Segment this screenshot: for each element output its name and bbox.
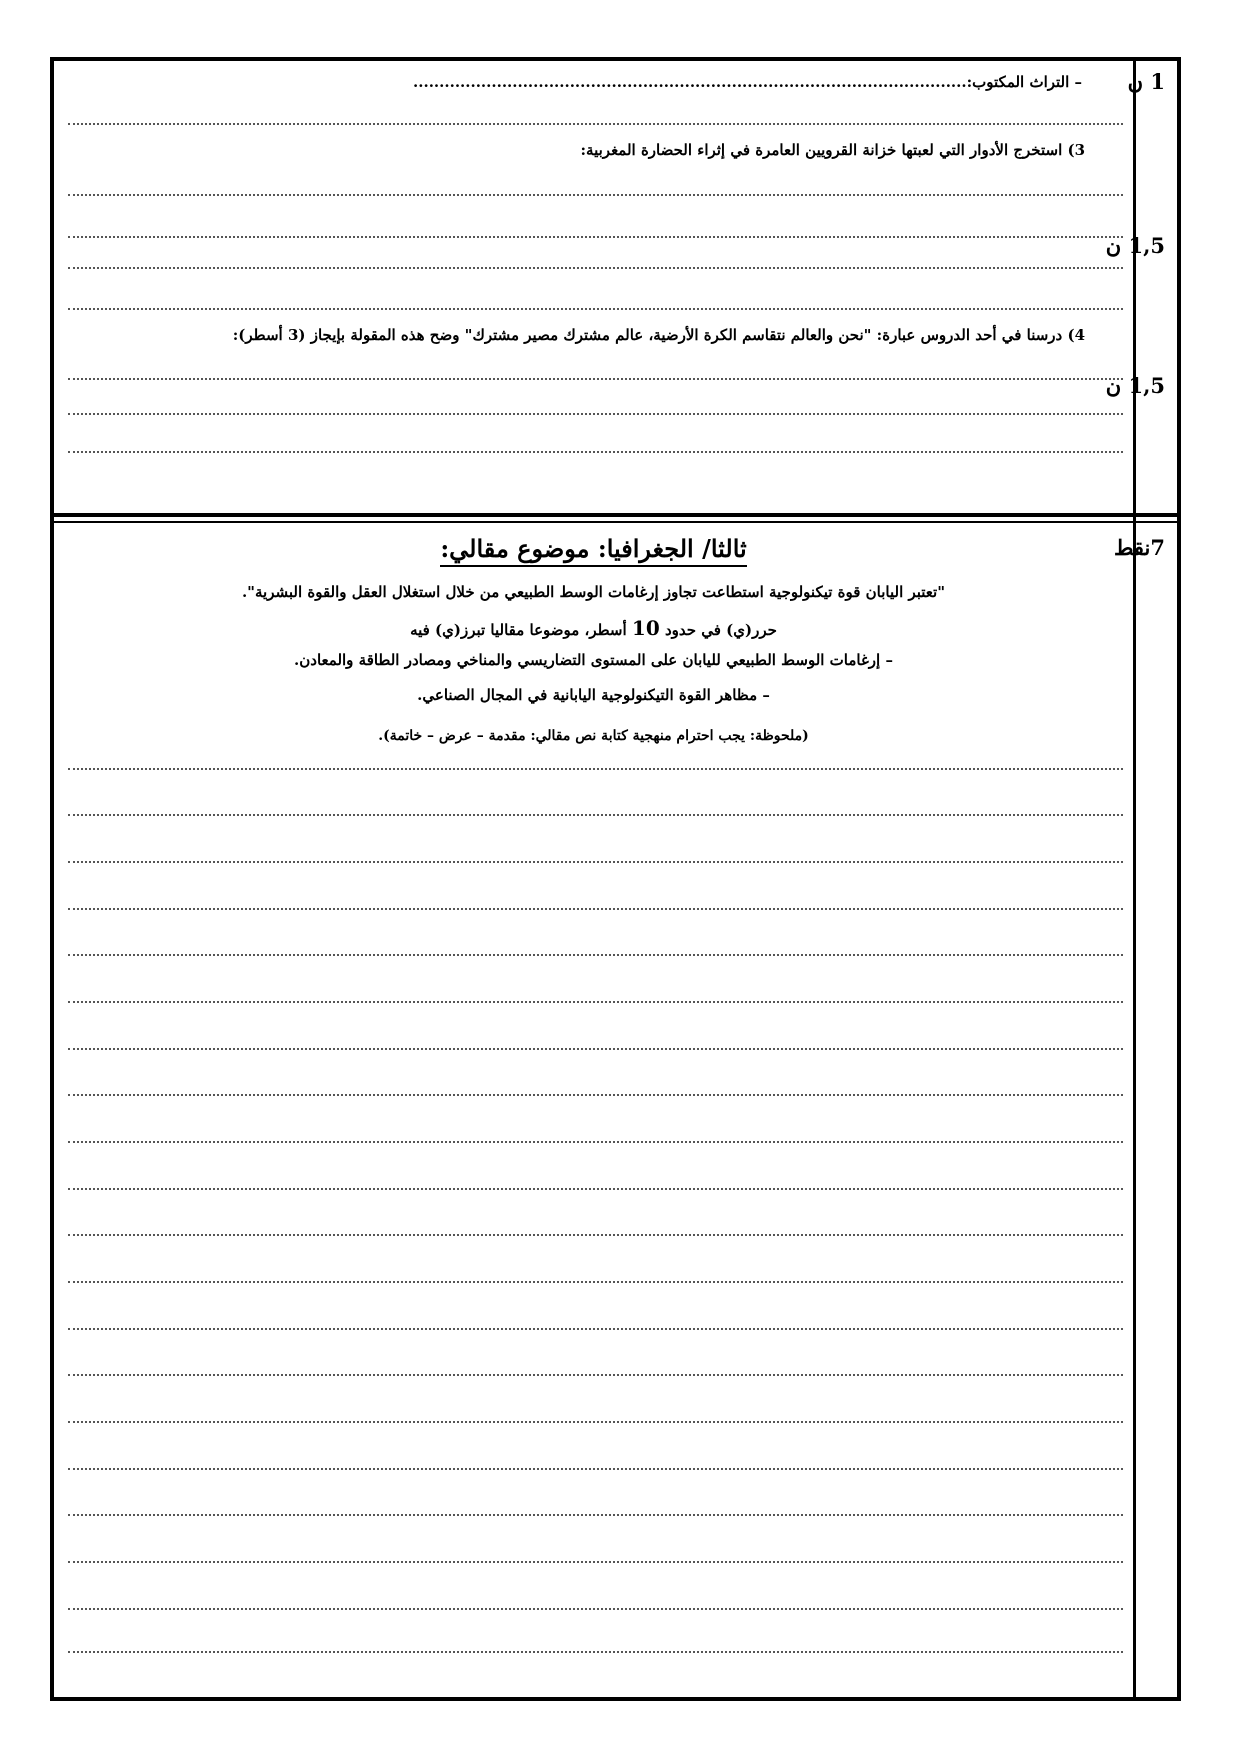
essay-line[interactable] (68, 1328, 1123, 1330)
essay-line[interactable] (68, 814, 1123, 816)
marks-column-divider (1133, 61, 1136, 1697)
mark-question-3: 1,5 ن (1105, 233, 1165, 258)
written-heritage-line: – التراث المكتوب:.......................................................................................................... (413, 73, 1082, 91)
question-4: 4) درسنا في أحد الدروس عبارة: "نحن والعالم نتقاسم الكرة الأرضية، عالم مشترك مصير مشترك" وضح هذه المقولة بإيجاز (3 أسطر): (232, 326, 1085, 344)
essay-line[interactable] (68, 954, 1123, 956)
essay-title: ثالثا/ الجغرافيا: موضوع مقالي: (54, 534, 1133, 563)
answer-line[interactable] (68, 194, 1123, 196)
essay-line[interactable] (68, 1608, 1123, 1610)
essay-line[interactable] (68, 1421, 1123, 1423)
mark-written-heritage: 1 ن (1127, 69, 1165, 94)
essay-instruction: حرر(ي) في حدود 10 أسطر، موضوعا مقاليا تبرز(ي) فيه (410, 616, 777, 640)
essay-line[interactable] (68, 1141, 1123, 1143)
essay-line[interactable] (68, 1001, 1123, 1003)
mark-question-4: 1,5 ن (1105, 373, 1165, 398)
essay-line[interactable] (68, 1094, 1123, 1096)
essay-line[interactable] (68, 1048, 1123, 1050)
mark-essay: 7نقط (1113, 535, 1165, 560)
essay-line[interactable] (68, 1514, 1123, 1516)
essay-line[interactable] (68, 1188, 1123, 1190)
answer-line[interactable] (68, 413, 1123, 415)
essay-line[interactable] (68, 1561, 1123, 1563)
question-3: 3) استخرج الأدوار التي لعبتها خزانة القرويين العامرة في إثراء الحضارة المغربية: (580, 141, 1085, 159)
answer-line[interactable] (68, 378, 1123, 380)
exam-frame (50, 57, 1181, 1701)
essay-line[interactable] (68, 861, 1123, 863)
essay-bullet-2: – مظاهر القوة التيكنولوجية اليابانية في المجال الصناعي. (417, 686, 770, 704)
answer-line[interactable] (68, 308, 1123, 310)
essay-line[interactable] (68, 1651, 1123, 1653)
answer-line[interactable] (68, 123, 1123, 125)
section-divider (54, 513, 1177, 517)
answer-line[interactable] (68, 267, 1123, 269)
essay-quote: "تعتبر اليابان قوة تيكنولوجية استطاعت تجاوز إرغامات الوسط الطبيعي من خلال استغلال العقل والقوة البشرية". (241, 583, 946, 601)
essay-line[interactable] (68, 768, 1123, 770)
essay-line[interactable] (68, 1234, 1123, 1236)
answer-line[interactable] (68, 236, 1123, 238)
essay-line[interactable] (68, 1281, 1123, 1283)
answer-line[interactable] (68, 451, 1123, 453)
essay-line[interactable] (68, 1374, 1123, 1376)
section-divider-inner (54, 521, 1177, 523)
essay-line[interactable] (68, 1468, 1123, 1470)
essay-line[interactable] (68, 908, 1123, 910)
essay-note: (ملحوظة: يجب احترام منهجية كتابة نص مقالي: مقدمة – عرض – خاتمة). (378, 728, 809, 744)
essay-bullet-1: – إرغامات الوسط الطبيعي لليابان على المستوى التضاريسي والمناخي ومصادر الطاقة والمعادن. (294, 651, 893, 669)
